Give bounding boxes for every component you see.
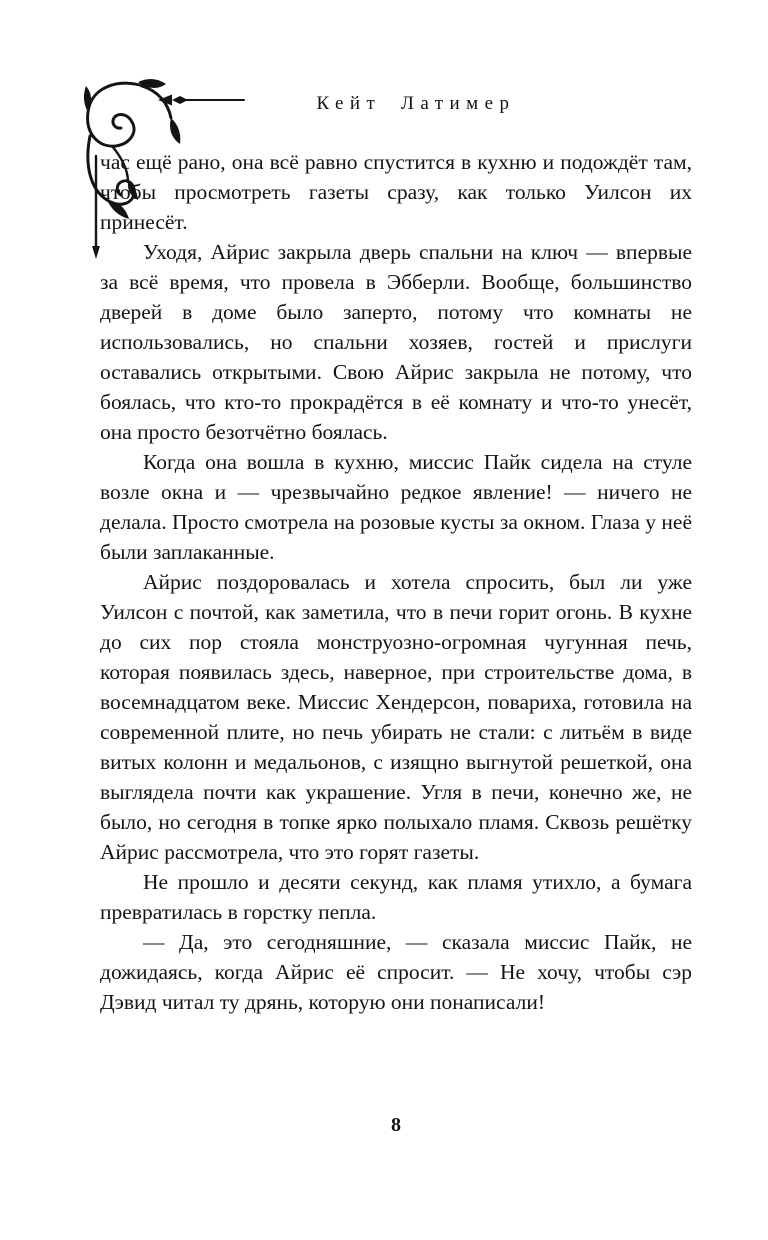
- body-paragraph: Не прошло и десяти секунд, как пламя утихло, а бумага превратилась в горстку пепла.: [100, 870, 692, 924]
- body-paragraph: час ещё рано, она всё равно спустится в кухню и подождёт там, чтобы просмотреть газеты сразу, как только Уилсон их принесёт.: [100, 150, 692, 234]
- body-paragraph: Айрис поздоровалась и хотела спросить, был ли уже Уилсон с почтой, как заметила, что в печи горит огонь. В кухне до сих пор стояла монструозно-огромная чугунная печь, которая появилась здесь, наверное, при строительстве дома, в восемнадцатом веке. Миссис Хендерсон, повариха, готовила на современной плите, но печь убирать не стали: с литьём в виде витых колонн и медальонов, с изящно выгнутой решеткой, она выглядела почти как украшение. Угля в печи, конечно же, не было, но сегодня в топке ярко полыхало пламя. Сквозь решётку Айрис рассмотрела, что это горят газеты.: [100, 570, 692, 864]
- body-paragraph: — Да, это сегодняшние, — сказала миссис Пайк, не дожидаясь, когда Айрис её спросит. — Не хочу, чтобы сэр Дэвид читал ту дрянь, которую они понаписали!: [100, 930, 692, 1014]
- body-text-block: [100, 147, 692, 1017]
- body-paragraph: Когда она вошла в кухню, миссис Пайк сидела на стуле возле окна и — чрезвычайно редкое явление! — ничего не делала. Просто смотрела на розовые кусты за окном. Глаза у неё были заплаканные.: [100, 450, 692, 564]
- page-number: 8: [391, 1114, 401, 1136]
- body-paragraph: Уходя, Айрис закрыла дверь спальни на ключ — впервые за всё время, что провела в Эбберли. Вообще, большинство дверей в доме было заперто, потому что комнаты не использовались, но спальни хозяев, гостей и прислуги оставались открытыми. Свою Айрис закрыла не потому, что боялась, что кто-то прокрадётся в её комнату и что-то унесёт, она просто безотчётно боялась.: [100, 240, 692, 444]
- running-head-author: Кейт Латимер: [316, 93, 516, 114]
